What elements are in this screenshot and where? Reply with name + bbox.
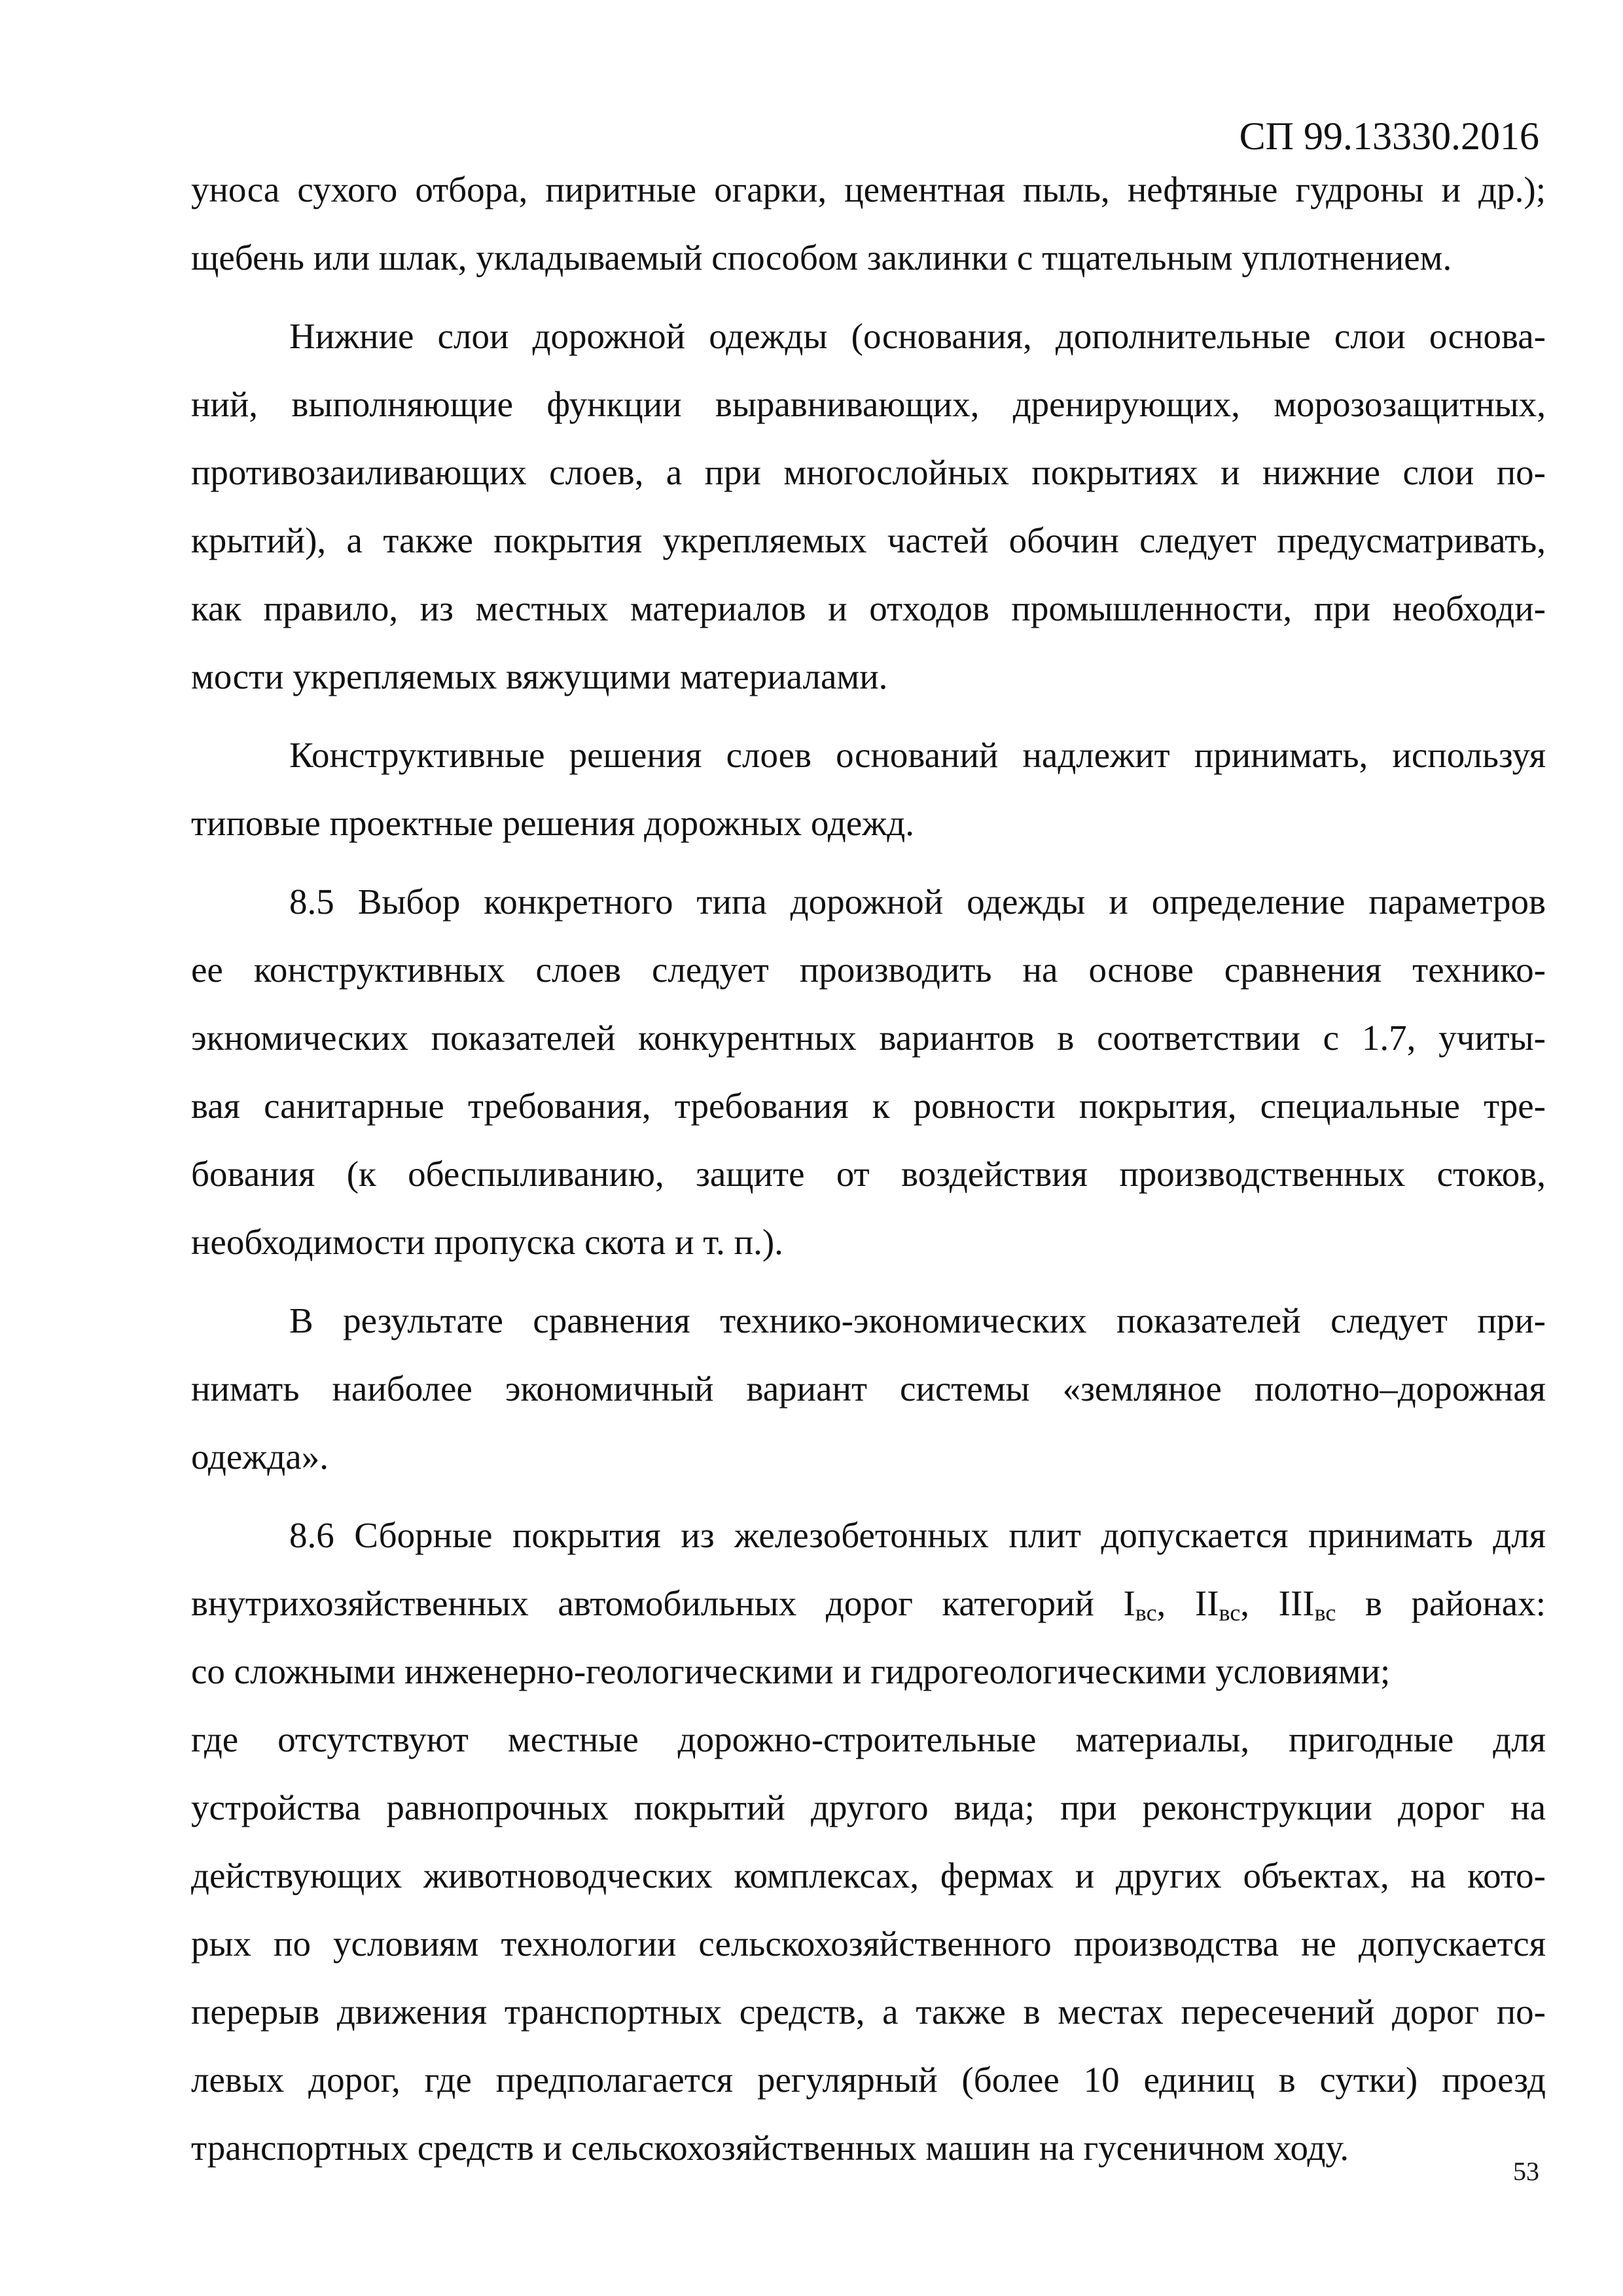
text-line: где отсутствуют местные дорожно-строительные материалы, пригодные для [191,1719,1546,1759]
document-code: СП 99.13330.2016 [1239,115,1539,158]
text-line: щебень или шлак, укладываемый способом заклинки с тщательным уплотнением. [191,238,1452,278]
text-line: экномических показателей конкурентных вариантов в соответствии с 1.7, учиты- [191,1018,1546,1058]
category-subscript: вс [1219,1600,1241,1626]
category-1: I [1123,1583,1135,1623]
paragraph [191,156,1546,292]
category-2: II [1194,1583,1219,1623]
category-3: III [1278,1583,1315,1623]
page-number: 53 [1513,2157,1539,2186]
text-line: Конструктивные решения слоев оснований надлежит принимать, используя [289,735,1546,775]
text-line: транспортных средств и сельскохозяйственных машин на гусеничном ходу. [191,2128,1349,2168]
text-line: В результате сравнения технико-экономических показателей следует при- [289,1300,1546,1340]
text-line: левых дорог, где предполагается регулярный (более 10 единиц в сутки) проезд [191,2060,1546,2100]
text-line: рых по условиям технологии сельскохозяйственного производства не допускается [191,1924,1546,1964]
text-line: устройства равнопрочных покрытий другого вида; при реконструкции дорог на [191,1787,1546,1827]
document-body [191,156,1546,2182]
text-line: одежда». [191,1437,329,1477]
text-line: уноса сухого отбора, пиритные огарки, цементная пыль, нефтяные гудроны и др.); [191,170,1546,209]
text-line: типовые проектные решения дорожных одежд. [191,803,914,843]
text-line: ний, выполняющие функции выравнивающих, дренирующих, морозозащитных, [191,384,1546,424]
text-line: необходимости пропуска скота и т. п.). [191,1222,783,1262]
separator: , [1156,1583,1195,1623]
text-line: ее конструктивных слоев следует производить на основе сравнения технико- [191,950,1546,990]
paragraph-8-6 [191,1501,1546,2182]
text-line: перерыв движения транспортных средств, а также в местах пересечений дорог по- [191,1992,1546,2032]
text-line: нимать наиболее экономичный вариант системы «земляное полотно–дорожная [191,1369,1546,1408]
text-line: со сложными инженерно-геологическими и гидрогеологическими условиями; [191,1651,1391,1691]
category-subscript: вс [1314,1600,1336,1626]
text-line: бования (к обеспыливанию, защите от воздействия производственных стоков, [191,1154,1546,1194]
text-line: вая санитарные требования, требования к ровности покрытия, специальные тре- [191,1086,1546,1126]
text-line: противозаиливающих слоев, а при многослойных покрытиях и нижние слои по- [191,452,1546,492]
text-line: действующих животноводческих комплексах, фермах и других объектах, на кото- [191,1856,1546,1895]
text-line: мости укрепляемых вяжущими материалами. [191,656,888,696]
text-line: 8.5 Выбор конкретного типа дорожной одежды и определение параметров [289,882,1546,922]
paragraph [191,721,1546,857]
categories-prefix: внутрихозяйственных автомобильных дорог категорий [191,1583,1124,1623]
text-line: Нижние слои дорожной одежды (основания, дополнительные слои основа- [289,316,1546,356]
text-line: как правило, из местных материалов и отходов промышленности, при необходи- [191,588,1546,628]
categories-suffix: в районах: [1336,1583,1546,1623]
paragraph [191,1287,1546,1491]
separator: , [1240,1583,1279,1623]
text-line: 8.6 Сборные покрытия из железобетонных плит допускается принимать для [289,1515,1546,1555]
paragraph-8-5 [191,868,1546,1276]
paragraph [191,302,1546,711]
text-line: крытий), а также покрытия укрепляемых частей обочин следует предусматривать, [191,520,1546,560]
categories-line [191,1570,1546,1638]
category-subscript: вс [1135,1600,1157,1626]
